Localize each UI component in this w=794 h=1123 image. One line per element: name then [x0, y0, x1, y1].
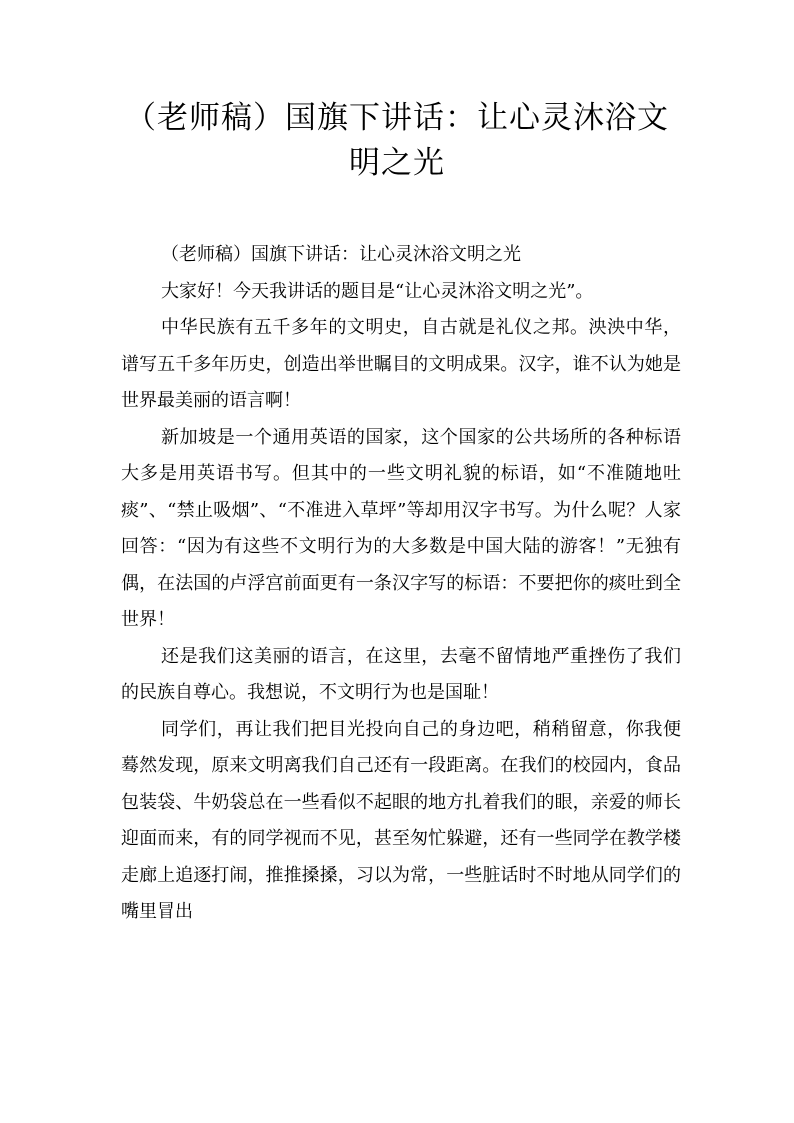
paragraph-greeting: 大家好！今天我讲话的题目是“让心灵沐浴文明之光”。 [161, 280, 594, 302]
document-body [121, 237, 681, 931]
paragraph-subtitle: （老师稿）国旗下讲话：让心灵沐浴文明之光 [161, 244, 521, 265]
paragraph-singapore: 新加坡是一个通用英语的国家，这个国家的公共场所的各种标语大多是用英语书写。但其中的一些文明礼貌的标语，如“不准随地吐痰”、“禁止吸烟”、“不准进入草坪”等却用汉字书写。为什么呢？人家回答：“因为有这些不文明行为的大多数是中国大陆的游客！”无独有偶，在法国的卢浮宫前面更有一条汉字写的标语：不要把你的痰吐到全世界！ [121, 426, 681, 630]
paragraph-campus: 同学们，再让我们把目光投向自己的身边吧，稍稍留意，你我便蓦然发现，原来文明离我们自己还有一段距离。在我们的校园内，食品包装袋、牛奶袋总在一些看似不起眼的地方扎着我们的眼，亲爱的师长迎面而来，有的同学视而不见，甚至匆忙躲避，还有一些同学在教学楼走廊上追逐打闹，推推搡搡，习以为常，一些脏话时不时地从同学们的嘴里冒出 [121, 718, 681, 922]
paragraph-history: 中华民族有五千多年的文明史，自古就是礼仪之邦。泱泱中华，谱写五千多年历史，创造出举世瞩目的文明成果。汉字，谁不认为她是世界最美丽的语言啊！ [121, 317, 681, 411]
paragraph-national-shame: 还是我们这美丽的语言，在这里，去毫不留情地严重挫伤了我们的民族自尊心。我想说，不文明行为也是国耻！ [121, 645, 681, 703]
document-title: （老师稿）国旗下讲话：让心灵沐浴文明之光 [125, 100, 669, 181]
